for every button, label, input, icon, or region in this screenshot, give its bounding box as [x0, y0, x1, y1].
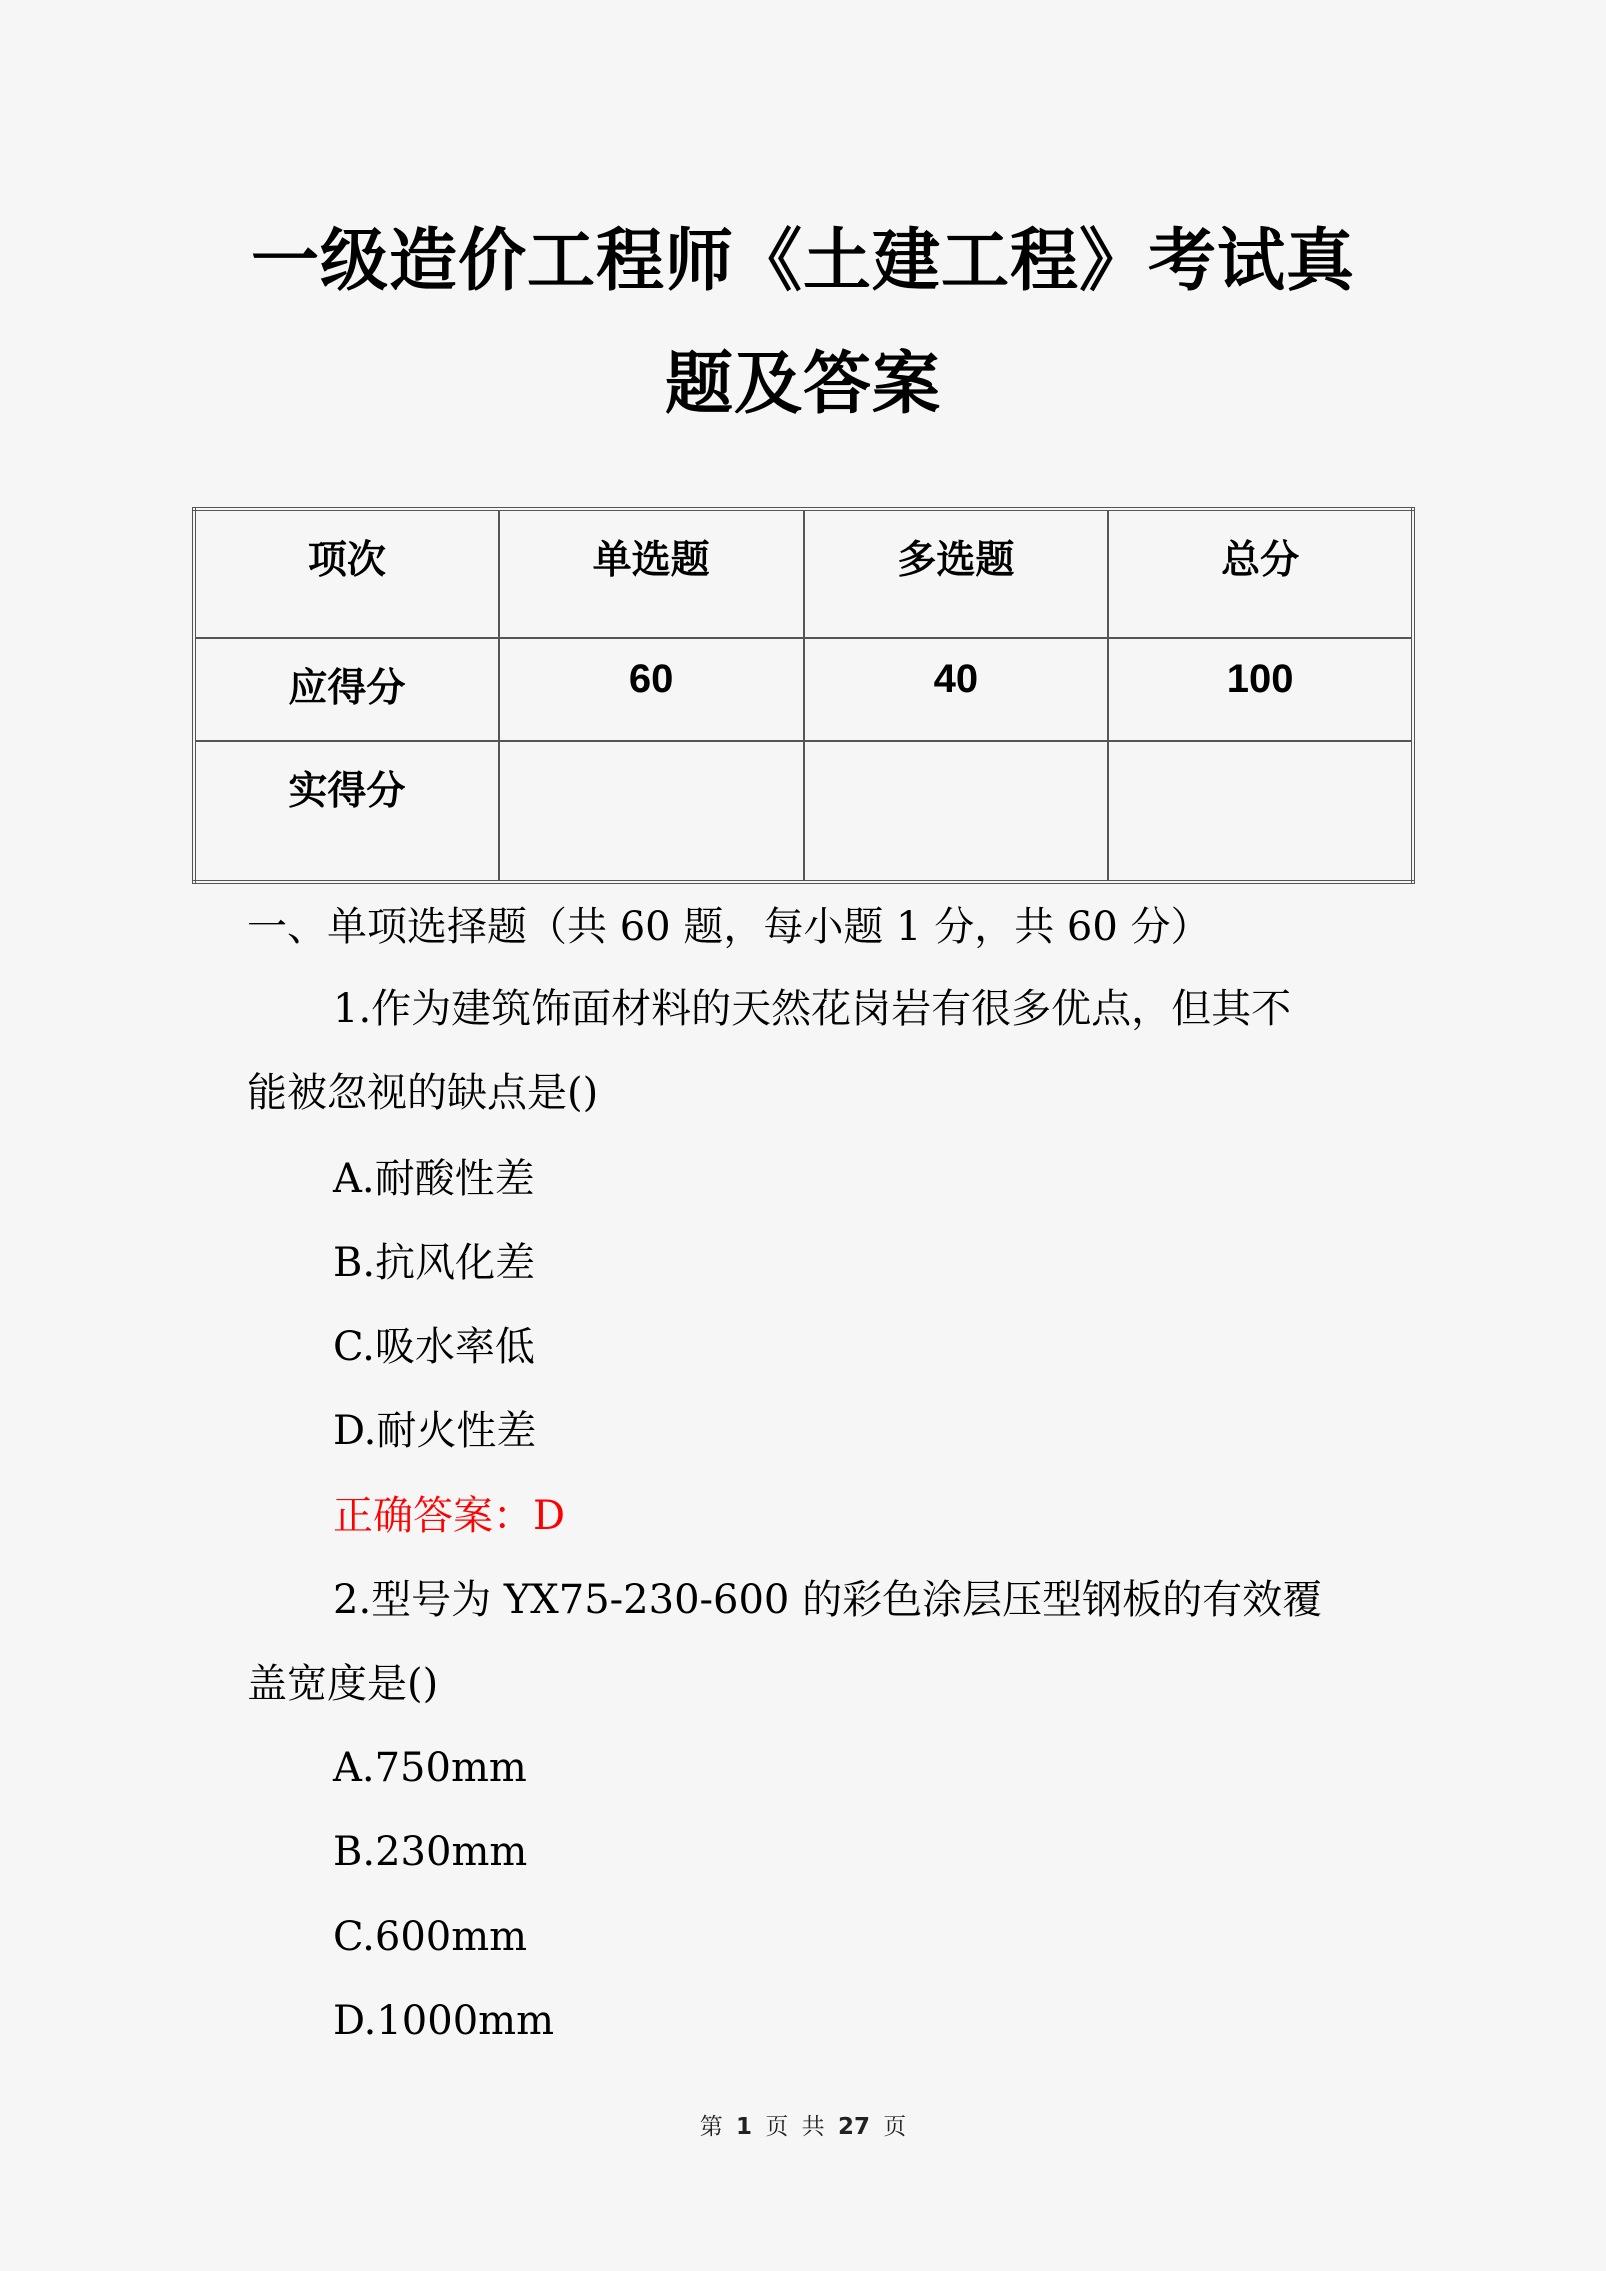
- header-cell-item: 项次: [194, 509, 499, 638]
- score-table: [192, 507, 1415, 884]
- cell-multiple-choice-actual[interactable]: [804, 741, 1109, 882]
- question-2-option-d: D.1000mm: [333, 1998, 555, 2044]
- document-title-line-1: 一级造价工程师《土建工程》考试真: [250, 221, 1355, 301]
- row-label: 实得分: [194, 741, 499, 882]
- header-cell-total: 总分: [1108, 509, 1413, 638]
- question-1-option-a: A.耐酸性差: [333, 1156, 535, 1202]
- question-2-option-b: B.230mm: [333, 1829, 528, 1875]
- question-1-option-c: C.吸水率低: [333, 1324, 535, 1370]
- question-1-option-d: D.耐火性差: [333, 1408, 537, 1454]
- table-row-expected-score: [194, 638, 1413, 742]
- footer-middle: 页 共: [765, 2114, 825, 2140]
- question-1-option-b: B.抗风化差: [333, 1240, 536, 1286]
- cell-multiple-choice-score: 40: [804, 638, 1109, 742]
- question-2-option-a: A.750mm: [333, 1745, 527, 1791]
- question-1-text-line-1: 1.作为建筑饰面材料的天然花岗岩有很多优点，但其不: [333, 986, 1292, 1032]
- question-1-text-line-2: 能被忽视的缺点是(): [247, 1070, 599, 1116]
- table-row-actual-score: [194, 741, 1413, 882]
- cell-total-actual[interactable]: [1108, 741, 1413, 882]
- footer-suffix: 页: [883, 2114, 907, 2140]
- question-2-option-c: C.600mm: [333, 1914, 528, 1960]
- header-cell-multiple-choice: 多选题: [804, 509, 1109, 638]
- current-page-number: 1: [736, 2114, 753, 2140]
- header-cell-single-choice: 单选题: [499, 509, 804, 638]
- row-label: 应得分: [194, 638, 499, 742]
- cell-single-choice-actual[interactable]: [499, 741, 804, 882]
- cell-total-score: 100: [1108, 638, 1413, 742]
- table-header-row: [194, 509, 1413, 638]
- question-1-answer: 正确答案：D: [333, 1493, 566, 1539]
- question-2-text-line-2: 盖宽度是(): [247, 1661, 439, 1707]
- footer-prefix: 第: [699, 2114, 723, 2140]
- question-2-text-line-1: 2.型号为 YX75-230-600 的彩色涂层压型钢板的有效覆: [333, 1577, 1323, 1623]
- document-title-line-2: 题及答案: [664, 344, 941, 424]
- total-pages-number: 27: [837, 2114, 870, 2140]
- section-heading: 一、单项选择题（共 60 题，每小题 1 分，共 60 分）: [247, 904, 1211, 950]
- page-footer: [0, 2108, 1606, 2141]
- cell-single-choice-score: 60: [499, 638, 804, 742]
